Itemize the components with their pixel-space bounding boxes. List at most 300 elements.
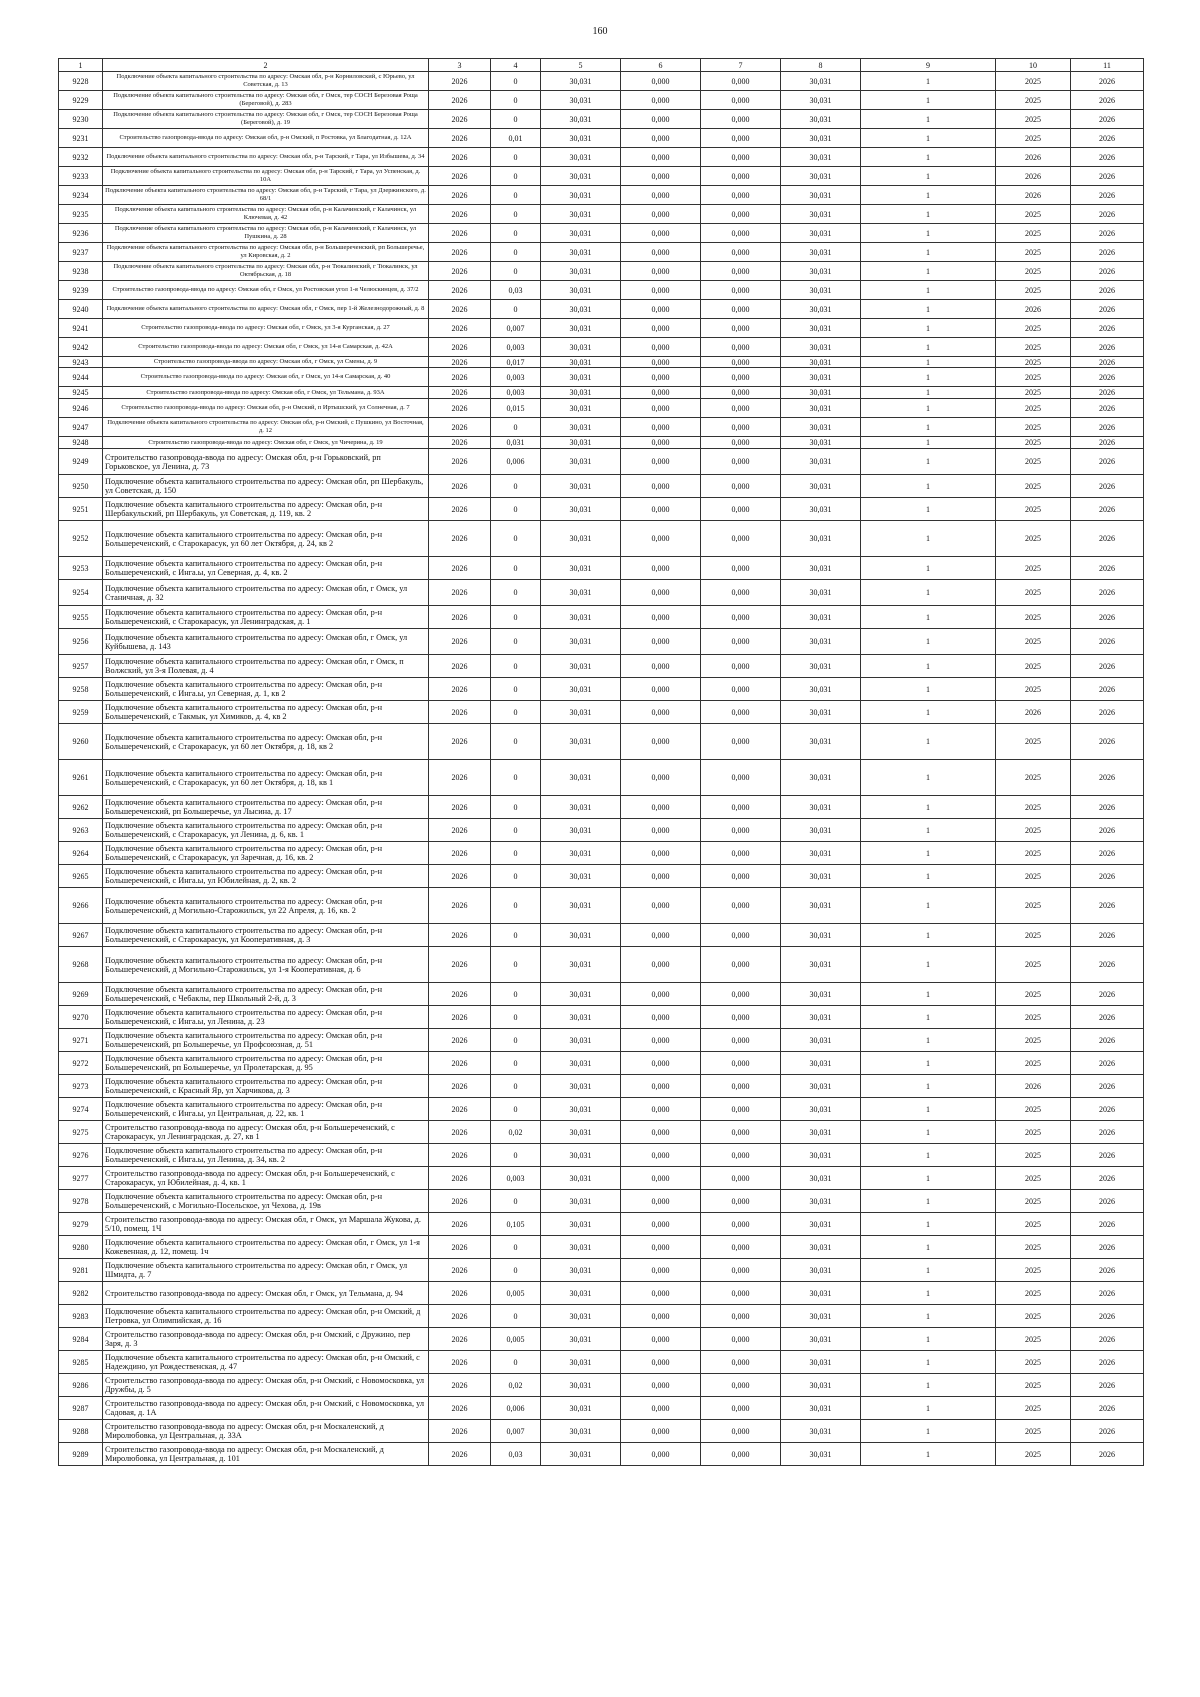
start-year-cell: 2025 — [996, 629, 1071, 655]
total-cell: 30,031 — [781, 129, 861, 148]
rate-cell: 30,031 — [541, 300, 621, 319]
year-cell: 2026 — [429, 224, 491, 243]
description-cell: Строительство газопровода-ввода по адресу: Омская обл, г Омск, ул Маршала Жукова, д. 5/10, помещ. 1Ч — [103, 1213, 429, 1236]
count-cell: 1 — [861, 557, 996, 580]
year-cell: 2026 — [429, 357, 491, 368]
total-cell: 30,031 — [781, 110, 861, 129]
value-cell: 0,000 — [701, 983, 781, 1006]
length-cell: 0 — [491, 819, 541, 842]
table-row — [59, 1213, 1144, 1236]
row-number-cell: 9250 — [59, 475, 103, 498]
total-cell: 30,031 — [781, 1075, 861, 1098]
year-cell: 2026 — [429, 1420, 491, 1443]
row-number-cell: 9240 — [59, 300, 103, 319]
length-cell: 0 — [491, 924, 541, 947]
row-number-cell: 9244 — [59, 368, 103, 387]
start-year-cell: 2025 — [996, 724, 1071, 760]
year-cell: 2026 — [429, 865, 491, 888]
start-year-cell: 2025 — [996, 1397, 1071, 1420]
end-year-cell: 2026 — [1071, 1006, 1144, 1029]
description-cell: Строительство газопровода-ввода по адресу: Омская обл, г Омск, ул Чичерина, д. 19 — [103, 437, 429, 449]
total-cell: 30,031 — [781, 1006, 861, 1029]
value-cell: 0,000 — [701, 262, 781, 281]
table-row — [59, 300, 1144, 319]
year-cell: 2026 — [429, 1167, 491, 1190]
value-cell: 0,000 — [701, 606, 781, 629]
total-cell: 30,031 — [781, 1236, 861, 1259]
length-cell: 0,007 — [491, 319, 541, 338]
year-cell: 2026 — [429, 580, 491, 606]
total-cell: 30,031 — [781, 760, 861, 796]
length-cell: 0,005 — [491, 1328, 541, 1351]
description-cell: Подключение объекта капитального строительства по адресу: Омская обл, р-н Большереченский, с Старокарасук, ул Ленинградская, д. 1 — [103, 606, 429, 629]
value-cell: 0,000 — [701, 300, 781, 319]
end-year-cell: 2026 — [1071, 606, 1144, 629]
row-number-cell: 9289 — [59, 1443, 103, 1466]
rate-cell: 30,031 — [541, 1098, 621, 1121]
value-cell: 0,000 — [701, 924, 781, 947]
count-cell: 1 — [861, 796, 996, 819]
end-year-cell: 2026 — [1071, 865, 1144, 888]
value-cell: 0,000 — [701, 1098, 781, 1121]
count-cell: 1 — [861, 338, 996, 357]
total-cell: 30,031 — [781, 319, 861, 338]
column-number: 4 — [491, 59, 541, 72]
start-year-cell: 2025 — [996, 1144, 1071, 1167]
value-cell: 0,000 — [621, 678, 701, 701]
year-cell: 2026 — [429, 947, 491, 983]
length-cell: 0 — [491, 1006, 541, 1029]
table-row — [59, 888, 1144, 924]
rate-cell: 30,031 — [541, 91, 621, 110]
year-cell: 2026 — [429, 1259, 491, 1282]
length-cell: 0 — [491, 842, 541, 865]
value-cell: 0,000 — [621, 205, 701, 224]
end-year-cell: 2026 — [1071, 629, 1144, 655]
start-year-cell: 2025 — [996, 368, 1071, 387]
column-number: 3 — [429, 59, 491, 72]
table-row — [59, 319, 1144, 338]
end-year-cell: 2026 — [1071, 418, 1144, 437]
column-number: 8 — [781, 59, 861, 72]
table-body — [59, 59, 1144, 1466]
rate-cell: 30,031 — [541, 947, 621, 983]
total-cell: 30,031 — [781, 796, 861, 819]
end-year-cell: 2026 — [1071, 368, 1144, 387]
table-row — [59, 186, 1144, 205]
start-year-cell: 2025 — [996, 262, 1071, 281]
description-cell: Подключение объекта капитального строительства по адресу: Омская обл, г Омск, ул 1-я Кожевенная, д. 12, помещ. 1ч — [103, 1236, 429, 1259]
value-cell: 0,000 — [621, 498, 701, 521]
value-cell: 0,000 — [701, 629, 781, 655]
value-cell: 0,000 — [621, 521, 701, 557]
value-cell: 0,000 — [621, 399, 701, 418]
value-cell: 0,000 — [621, 437, 701, 449]
row-number-cell: 9247 — [59, 418, 103, 437]
rate-cell: 30,031 — [541, 368, 621, 387]
table-row — [59, 437, 1144, 449]
total-cell: 30,031 — [781, 1052, 861, 1075]
count-cell: 1 — [861, 437, 996, 449]
length-cell: 0 — [491, 300, 541, 319]
rate-cell: 30,031 — [541, 888, 621, 924]
value-cell: 0,000 — [701, 580, 781, 606]
value-cell: 0,000 — [621, 186, 701, 205]
rate-cell: 30,031 — [541, 1213, 621, 1236]
rate-cell: 30,031 — [541, 281, 621, 300]
end-year-cell: 2026 — [1071, 205, 1144, 224]
total-cell: 30,031 — [781, 1282, 861, 1305]
column-number: 6 — [621, 59, 701, 72]
row-number-cell: 9253 — [59, 557, 103, 580]
total-cell: 30,031 — [781, 983, 861, 1006]
year-cell: 2026 — [429, 498, 491, 521]
year-cell: 2026 — [429, 819, 491, 842]
start-year-cell: 2025 — [996, 475, 1071, 498]
year-cell: 2026 — [429, 399, 491, 418]
length-cell: 0 — [491, 205, 541, 224]
description-cell: Подключение объекта капитального строительства по адресу: Омская обл, р-н Большереченский, рп Большеречье, ул Профсоюзная, д. 51 — [103, 1029, 429, 1052]
value-cell: 0,000 — [621, 1236, 701, 1259]
total-cell: 30,031 — [781, 224, 861, 243]
start-year-cell: 2025 — [996, 110, 1071, 129]
table-row — [59, 498, 1144, 521]
rate-cell: 30,031 — [541, 243, 621, 262]
row-number-cell: 9254 — [59, 580, 103, 606]
rate-cell: 30,031 — [541, 437, 621, 449]
total-cell: 30,031 — [781, 338, 861, 357]
start-year-cell: 2025 — [996, 1006, 1071, 1029]
length-cell: 0 — [491, 521, 541, 557]
year-cell: 2026 — [429, 1121, 491, 1144]
value-cell: 0,000 — [701, 243, 781, 262]
value-cell: 0,000 — [701, 1029, 781, 1052]
row-number-cell: 9285 — [59, 1351, 103, 1374]
value-cell: 0,000 — [701, 357, 781, 368]
description-cell: Подключение объекта капитального строительства по адресу: Омская обл, р-н Большереченский, с Инга.ы, ул Юбилейная, д. 2, кв. 2 — [103, 865, 429, 888]
end-year-cell: 2026 — [1071, 243, 1144, 262]
year-cell: 2026 — [429, 983, 491, 1006]
count-cell: 1 — [861, 72, 996, 91]
year-cell: 2026 — [429, 475, 491, 498]
row-number-cell: 9269 — [59, 983, 103, 1006]
length-cell: 0,003 — [491, 338, 541, 357]
row-number-cell: 9245 — [59, 387, 103, 399]
start-year-cell: 2025 — [996, 796, 1071, 819]
total-cell: 30,031 — [781, 1443, 861, 1466]
length-cell: 0 — [491, 865, 541, 888]
year-cell: 2026 — [429, 1098, 491, 1121]
value-cell: 0,000 — [621, 1075, 701, 1098]
table-row — [59, 724, 1144, 760]
value-cell: 0,000 — [621, 655, 701, 678]
table-row — [59, 368, 1144, 387]
length-cell: 0,02 — [491, 1374, 541, 1397]
year-cell: 2026 — [429, 1190, 491, 1213]
rate-cell: 30,031 — [541, 418, 621, 437]
total-cell: 30,031 — [781, 701, 861, 724]
count-cell: 1 — [861, 300, 996, 319]
total-cell: 30,031 — [781, 842, 861, 865]
description-cell: Подключение объекта капитального строительства по адресу: Омская обл, р-н Большереченский, рп Большеречье, ул Лысина, д. 17 — [103, 796, 429, 819]
count-cell: 1 — [861, 678, 996, 701]
rate-cell: 30,031 — [541, 760, 621, 796]
rate-cell: 30,031 — [541, 1259, 621, 1282]
value-cell: 0,000 — [621, 724, 701, 760]
table-row — [59, 701, 1144, 724]
column-number: 11 — [1071, 59, 1144, 72]
year-cell: 2026 — [429, 129, 491, 148]
start-year-cell: 2025 — [996, 319, 1071, 338]
description-cell: Подключение объекта капитального строительства по адресу: Омская обл, р-н Омский, д Петровка, ул Олимпийская, д. 16 — [103, 1305, 429, 1328]
year-cell: 2026 — [429, 1305, 491, 1328]
count-cell: 1 — [861, 1443, 996, 1466]
rate-cell: 30,031 — [541, 262, 621, 281]
start-year-cell: 2025 — [996, 1167, 1071, 1190]
description-cell: Строительство газопровода-ввода по адресу: Омская обл, р-н Москаленский, д Миролюбовка, ул Центральная, д. 33А — [103, 1420, 429, 1443]
start-year-cell: 2025 — [996, 281, 1071, 300]
rate-cell: 30,031 — [541, 1167, 621, 1190]
value-cell: 0,000 — [701, 1305, 781, 1328]
total-cell: 30,031 — [781, 1029, 861, 1052]
rate-cell: 30,031 — [541, 205, 621, 224]
table-row — [59, 1351, 1144, 1374]
value-cell: 0,000 — [701, 449, 781, 475]
value-cell: 0,000 — [701, 557, 781, 580]
count-cell: 1 — [861, 262, 996, 281]
count-cell: 1 — [861, 1052, 996, 1075]
rate-cell: 30,031 — [541, 72, 621, 91]
description-cell: Подключение объекта капитального строительства по адресу: Омская обл, р-н Большереченский, с Старокарасук, ул 60 лет Октября, д. 18, кв 2 — [103, 724, 429, 760]
rate-cell: 30,031 — [541, 1029, 621, 1052]
count-cell: 1 — [861, 498, 996, 521]
start-year-cell: 2025 — [996, 606, 1071, 629]
table-row — [59, 1236, 1144, 1259]
row-number-cell: 9257 — [59, 655, 103, 678]
length-cell: 0 — [491, 760, 541, 796]
length-cell: 0 — [491, 91, 541, 110]
end-year-cell: 2026 — [1071, 1236, 1144, 1259]
start-year-cell: 2025 — [996, 947, 1071, 983]
length-cell: 0,003 — [491, 1167, 541, 1190]
description-cell: Подключение объекта капитального строительства по адресу: Омская обл, р-н Большереченский, рп Большеречье, ул Пролетарская, д. 95 — [103, 1052, 429, 1075]
value-cell: 0,000 — [621, 580, 701, 606]
year-cell: 2026 — [429, 1075, 491, 1098]
end-year-cell: 2026 — [1071, 1213, 1144, 1236]
description-cell: Подключение объекта капитального строительства по адресу: Омская обл, р-н Большереченский, с Инга.ы, ул Северная, д. 4, кв. 2 — [103, 557, 429, 580]
year-cell: 2026 — [429, 418, 491, 437]
value-cell: 0,000 — [701, 1351, 781, 1374]
count-cell: 1 — [861, 186, 996, 205]
description-cell: Подключение объекта капитального строительства по адресу: Омская обл, р-н Большереченский, с Старокарасук, ул Кооперативная, д. 3 — [103, 924, 429, 947]
table-row — [59, 110, 1144, 129]
description-cell: Подключение объекта капитального строительства по адресу: Омская обл, р-н Омский, с Надеждино, ул Рождественская, д. 47 — [103, 1351, 429, 1374]
table-row — [59, 357, 1144, 368]
count-cell: 1 — [861, 319, 996, 338]
year-cell: 2026 — [429, 606, 491, 629]
row-number-cell: 9265 — [59, 865, 103, 888]
value-cell: 0,000 — [701, 796, 781, 819]
value-cell: 0,000 — [621, 1374, 701, 1397]
total-cell: 30,031 — [781, 1190, 861, 1213]
value-cell: 0,000 — [701, 110, 781, 129]
description-cell: Строительство газопровода-ввода по адресу: Омская обл, р-н Большереченский, с Старокарасук, ул Ленинградская, д. 27, кв 1 — [103, 1121, 429, 1144]
start-year-cell: 2025 — [996, 338, 1071, 357]
row-number-cell: 9267 — [59, 924, 103, 947]
value-cell: 0,000 — [701, 1328, 781, 1351]
table-row — [59, 819, 1144, 842]
value-cell: 0,000 — [621, 72, 701, 91]
value-cell: 0,000 — [621, 1098, 701, 1121]
value-cell: 0,000 — [701, 865, 781, 888]
row-number-cell: 9248 — [59, 437, 103, 449]
row-number-cell: 9284 — [59, 1328, 103, 1351]
row-number-cell: 9288 — [59, 1420, 103, 1443]
description-cell: Строительство газопровода-ввода по адресу: Омская обл, р-н Горьковский, рп Горьковское, ул Ленина, д. 73 — [103, 449, 429, 475]
table-row — [59, 1029, 1144, 1052]
total-cell: 30,031 — [781, 1328, 861, 1351]
row-number-cell: 9273 — [59, 1075, 103, 1098]
count-cell: 1 — [861, 357, 996, 368]
value-cell: 0,000 — [621, 557, 701, 580]
year-cell: 2026 — [429, 1443, 491, 1466]
rate-cell: 30,031 — [541, 557, 621, 580]
length-cell: 0 — [491, 224, 541, 243]
length-cell: 0 — [491, 110, 541, 129]
description-cell: Строительство газопровода-ввода по адресу: Омская обл, г Омск, ул 14-я Самарская, д. 40 — [103, 368, 429, 387]
start-year-cell: 2026 — [996, 300, 1071, 319]
value-cell: 0,000 — [701, 655, 781, 678]
description-cell: Подключение объекта капитального строительства по адресу: Омская обл, г Омск, тер СОСН Березовая Роща (Береговой), д. 283 — [103, 91, 429, 110]
total-cell: 30,031 — [781, 449, 861, 475]
start-year-cell: 2025 — [996, 888, 1071, 924]
value-cell: 0,000 — [701, 91, 781, 110]
length-cell: 0 — [491, 1351, 541, 1374]
value-cell: 0,000 — [701, 1213, 781, 1236]
year-cell: 2026 — [429, 842, 491, 865]
value-cell: 0,000 — [621, 1052, 701, 1075]
end-year-cell: 2026 — [1071, 678, 1144, 701]
start-year-cell: 2025 — [996, 865, 1071, 888]
description-cell: Подключение объекта капитального строительства по адресу: Омская обл, рп Шербакуль, ул Советская, д. 150 — [103, 475, 429, 498]
start-year-cell: 2025 — [996, 842, 1071, 865]
start-year-cell: 2025 — [996, 1420, 1071, 1443]
count-cell: 1 — [861, 1029, 996, 1052]
end-year-cell: 2026 — [1071, 399, 1144, 418]
value-cell: 0,000 — [621, 357, 701, 368]
table-row — [59, 475, 1144, 498]
length-cell: 0 — [491, 1144, 541, 1167]
length-cell: 0,005 — [491, 1282, 541, 1305]
row-number-cell: 9234 — [59, 186, 103, 205]
value-cell: 0,000 — [701, 205, 781, 224]
description-cell: Подключение объекта капитального строительства по адресу: Омская обл, р-н Большереченский, с Инга.ы, ул Северная, д. 1, кв 2 — [103, 678, 429, 701]
start-year-cell: 2025 — [996, 1098, 1071, 1121]
count-cell: 1 — [861, 606, 996, 629]
rate-cell: 30,031 — [541, 148, 621, 167]
length-cell: 0 — [491, 1259, 541, 1282]
rate-cell: 30,031 — [541, 842, 621, 865]
table-row — [59, 449, 1144, 475]
year-cell: 2026 — [429, 521, 491, 557]
description-cell: Строительство газопровода-ввода по адресу: Омская обл, г Омск, ул Ростовская угол 1-я Челюскинцев, д. 37/2 — [103, 281, 429, 300]
value-cell: 0,000 — [621, 1397, 701, 1420]
count-cell: 1 — [861, 1328, 996, 1351]
rate-cell: 30,031 — [541, 678, 621, 701]
start-year-cell: 2025 — [996, 243, 1071, 262]
table-row — [59, 678, 1144, 701]
value-cell: 0,000 — [701, 129, 781, 148]
row-number-cell: 9236 — [59, 224, 103, 243]
total-cell: 30,031 — [781, 1259, 861, 1282]
year-cell: 2026 — [429, 1052, 491, 1075]
description-cell: Подключение объекта капитального строительства по адресу: Омская обл, р-н Большереченский, с Старокарасук, ул Заречная, д. 16, кв. 2 — [103, 842, 429, 865]
length-cell: 0 — [491, 1098, 541, 1121]
table-row — [59, 521, 1144, 557]
row-number-cell: 9246 — [59, 399, 103, 418]
table-row — [59, 418, 1144, 437]
end-year-cell: 2026 — [1071, 724, 1144, 760]
length-cell: 0 — [491, 72, 541, 91]
rate-cell: 30,031 — [541, 110, 621, 129]
rate-cell: 30,031 — [541, 924, 621, 947]
length-cell: 0 — [491, 418, 541, 437]
value-cell: 0,000 — [701, 437, 781, 449]
table-row — [59, 557, 1144, 580]
value-cell: 0,000 — [701, 281, 781, 300]
value-cell: 0,000 — [621, 760, 701, 796]
row-number-cell: 9235 — [59, 205, 103, 224]
end-year-cell: 2026 — [1071, 1259, 1144, 1282]
total-cell: 30,031 — [781, 368, 861, 387]
year-cell: 2026 — [429, 387, 491, 399]
start-year-cell: 2026 — [996, 186, 1071, 205]
length-cell: 0 — [491, 606, 541, 629]
row-number-cell: 9275 — [59, 1121, 103, 1144]
length-cell: 0 — [491, 557, 541, 580]
row-number-cell: 9263 — [59, 819, 103, 842]
column-number: 10 — [996, 59, 1071, 72]
end-year-cell: 2026 — [1071, 888, 1144, 924]
row-number-cell: 9266 — [59, 888, 103, 924]
description-cell: Строительство газопровода-ввода по адресу: Омская обл, р-н Омский, п Иртышский, ул Солнечная, д. 7 — [103, 399, 429, 418]
rate-cell: 30,031 — [541, 129, 621, 148]
table-row — [59, 842, 1144, 865]
total-cell: 30,031 — [781, 387, 861, 399]
description-cell: Подключение объекта капитального строительства по адресу: Омская обл, р-н Большереченский, с Такмык, ул Химиков, д. 4, кв 2 — [103, 701, 429, 724]
total-cell: 30,031 — [781, 580, 861, 606]
value-cell: 0,000 — [621, 629, 701, 655]
year-cell: 2026 — [429, 1213, 491, 1236]
row-number-cell: 9282 — [59, 1282, 103, 1305]
row-number-cell: 9270 — [59, 1006, 103, 1029]
count-cell: 1 — [861, 760, 996, 796]
value-cell: 0,000 — [621, 924, 701, 947]
rate-cell: 30,031 — [541, 167, 621, 186]
table-row — [59, 262, 1144, 281]
column-number: 9 — [861, 59, 996, 72]
total-cell: 30,031 — [781, 437, 861, 449]
start-year-cell: 2025 — [996, 1351, 1071, 1374]
value-cell: 0,000 — [621, 1213, 701, 1236]
row-number-cell: 9229 — [59, 91, 103, 110]
total-cell: 30,031 — [781, 947, 861, 983]
end-year-cell: 2026 — [1071, 1374, 1144, 1397]
value-cell: 0,000 — [701, 1121, 781, 1144]
description-cell: Подключение объекта капитального строительства по адресу: Омская обл, г Омск, ул Шмидта, д. 7 — [103, 1259, 429, 1282]
value-cell: 0,000 — [621, 1305, 701, 1328]
length-cell: 0 — [491, 1305, 541, 1328]
